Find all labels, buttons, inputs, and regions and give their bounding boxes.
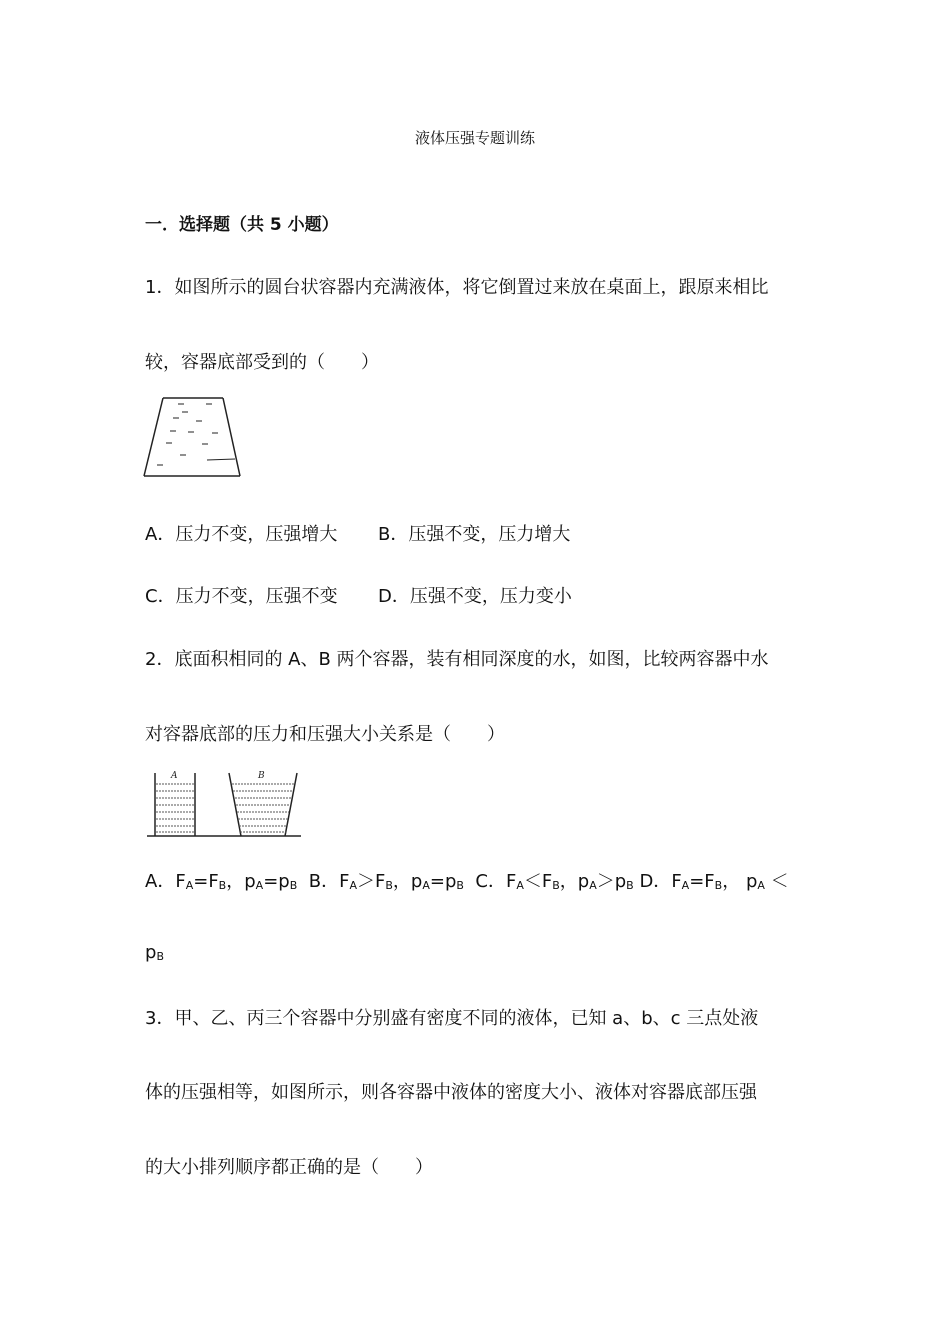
q1-option-c: C．压力不变，压强不变 [145, 586, 338, 607]
q2-option-d: D．$F_A=F_B$， $p_A$ ＜ [639, 871, 789, 892]
q2-option-b: B．$F_A>F_B$，$p_A=p_B$ [308, 871, 464, 892]
q1-option-d: D．压强不变，压力变小 [378, 586, 572, 607]
q1-text-line2: 较，容器底部受到的（ ） [145, 352, 379, 373]
q2-option-c: C．$F_A<F_B$，$p_A>p_B$ [475, 871, 634, 892]
q1-text-line1: 1．如图所示的圆台状容器内充满液体，将它倒置过来放在桌面上，跟原来相比 [145, 277, 769, 298]
q2-option-a: A．$F_A=F_B$，$p_A=p_B$ [145, 871, 298, 892]
q2-figure-containers [145, 768, 305, 840]
q2-options-line2: $p_B$ [145, 942, 164, 963]
q1-option-b: B．压强不变，压力增大 [378, 524, 571, 545]
page-title: 液体压强专题训练 [414, 129, 535, 147]
q2-options-line1 [145, 867, 789, 893]
q1-option-a: A．压力不变，压强增大 [145, 524, 338, 545]
q2-text-line1: 2．底面积相同的 A、B 两个容器，装有相同深度的水，如图，比较两容器中水 [145, 649, 769, 670]
section-heading: 一．选择题（共 5 小题） [145, 215, 339, 235]
q3-text-line1: 3．甲、乙、丙三个容器中分别盛有密度不同的液体，已知 a、b、c 三点处液 [145, 1008, 759, 1029]
q1-figure-truncated-cone [140, 395, 246, 481]
q3-text-line3: 的大小排列顺序都正确的是（ ） [145, 1157, 433, 1178]
q2-figure-label-a: A [171, 771, 178, 781]
q3-text-line2: 体的压强相等，如图所示，则各容器中液体的密度大小、液体对容器底部压强 [145, 1082, 757, 1103]
q2-text-line2: 对容器底部的压力和压强大小关系是（ ） [145, 724, 505, 745]
q2-figure-label-b: B [258, 771, 265, 781]
